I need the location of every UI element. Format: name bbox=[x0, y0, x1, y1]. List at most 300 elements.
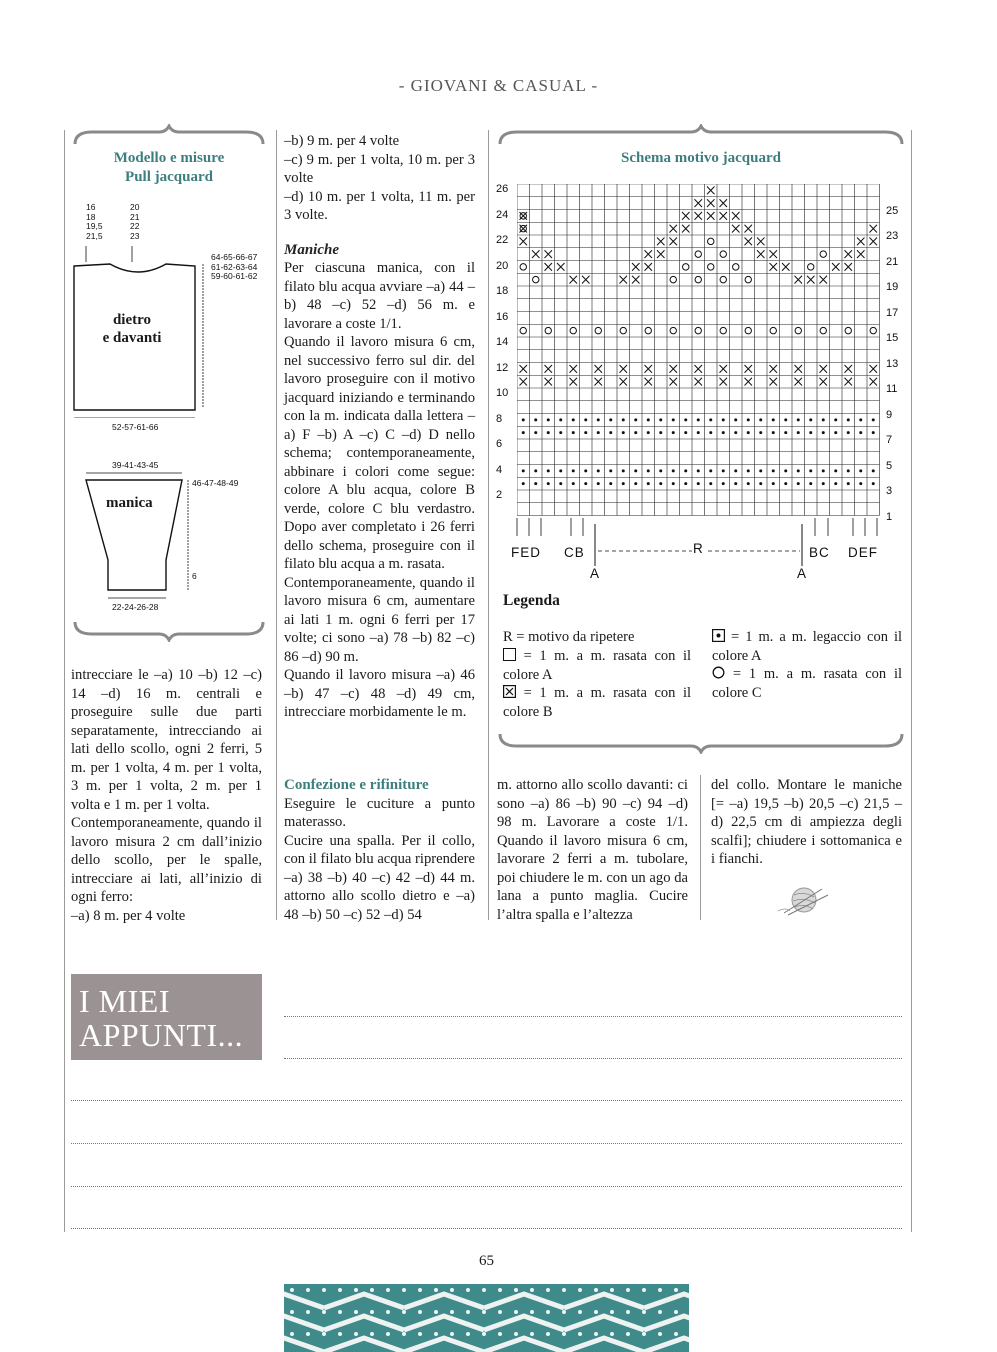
chart-cell-dot bbox=[797, 431, 800, 434]
chart-cell-dot bbox=[772, 431, 775, 434]
paragraph: Eseguire le cuciture a punto materasso. bbox=[284, 795, 475, 830]
chart-cell-dot bbox=[609, 482, 612, 485]
chart-cell-dot bbox=[709, 482, 712, 485]
repeat-label: R bbox=[693, 541, 703, 556]
chart-cell-circle bbox=[708, 238, 714, 244]
swatch-dot bbox=[306, 1310, 310, 1314]
swatch-dot bbox=[370, 1332, 374, 1336]
swatch-dot bbox=[434, 1310, 438, 1314]
chart-cell-circle bbox=[670, 276, 676, 282]
chart-cell-cross bbox=[520, 378, 528, 386]
chart-cell-cross bbox=[632, 263, 640, 271]
chart-cell-dot bbox=[822, 482, 825, 485]
swatch-dot bbox=[402, 1310, 406, 1314]
row-number: 7 bbox=[886, 434, 893, 447]
chart-cell-cross bbox=[870, 225, 878, 233]
swatch-dot bbox=[466, 1310, 470, 1314]
letters-def: DEF bbox=[848, 545, 878, 560]
swatch-dot bbox=[546, 1288, 550, 1292]
swatch-dot bbox=[466, 1332, 470, 1336]
chart-cell-dot bbox=[784, 482, 787, 485]
row-number: 4 bbox=[496, 463, 503, 476]
notes-line[interactable] bbox=[284, 1016, 902, 1017]
swatch-dot bbox=[530, 1288, 534, 1292]
chart-cell-dot bbox=[697, 482, 700, 485]
swatch-dot bbox=[418, 1332, 422, 1336]
row-number: 17 bbox=[886, 306, 899, 319]
size-value: 19,5 bbox=[86, 221, 103, 231]
column-rule bbox=[911, 130, 912, 1232]
chart-cell-cross bbox=[682, 225, 690, 233]
chart-cell-cross bbox=[582, 276, 590, 284]
chart-cell-dot bbox=[834, 469, 837, 472]
row-number: 23 bbox=[886, 230, 899, 243]
running-header: - GIOVANI & CASUAL - bbox=[398, 76, 599, 95]
swatch-dot bbox=[578, 1332, 582, 1336]
row-number: 8 bbox=[496, 412, 503, 425]
column-rule bbox=[276, 130, 277, 920]
chart-cell-cross bbox=[657, 238, 665, 246]
swatch-dot bbox=[562, 1310, 566, 1314]
swatch-dot bbox=[434, 1332, 438, 1336]
swatch-dot bbox=[514, 1310, 518, 1314]
chart-cell-dot bbox=[522, 431, 525, 434]
size-value: 59-60-61-62 bbox=[211, 271, 258, 281]
swatch-dot bbox=[370, 1310, 374, 1314]
chart-cell-cross bbox=[795, 365, 803, 373]
legend-circle-text: = 1 m. a m. rasata con il colore C bbox=[712, 666, 902, 701]
column-1-text bbox=[71, 666, 262, 925]
chart-cell-dot bbox=[747, 431, 750, 434]
side-sizes bbox=[211, 253, 257, 282]
chart-cell-cross bbox=[707, 212, 715, 220]
chart-cell-circle bbox=[720, 251, 726, 257]
legend-circle bbox=[712, 665, 902, 702]
letters-cb: CB bbox=[564, 545, 585, 560]
chart-cell-circle bbox=[595, 327, 601, 333]
row-number: 1 bbox=[886, 510, 893, 523]
chart-cell-cross bbox=[545, 365, 553, 373]
chart-cell-circle bbox=[733, 264, 739, 270]
chart-cell-dot bbox=[759, 482, 762, 485]
chart-cell-dot bbox=[722, 469, 725, 472]
row-number: 3 bbox=[886, 485, 893, 498]
swatch-background bbox=[284, 1284, 689, 1352]
sleeve-schematic bbox=[82, 470, 194, 610]
chart-cell-cross bbox=[820, 276, 828, 284]
swatch-dot bbox=[674, 1332, 678, 1336]
swatch-dot bbox=[674, 1310, 678, 1314]
size-value: 21,5 bbox=[86, 230, 103, 241]
chart-cell-dot bbox=[572, 418, 575, 421]
chart-cell-circle bbox=[820, 251, 826, 257]
chart-cell-cross bbox=[695, 365, 703, 373]
chart-cell-dot bbox=[597, 418, 600, 421]
chart-cell-cross bbox=[682, 212, 690, 220]
chart-cell-cross bbox=[807, 276, 815, 284]
chart-cell-dot bbox=[772, 482, 775, 485]
chart-cell-dot bbox=[722, 431, 725, 434]
column-2-text bbox=[284, 132, 475, 722]
chart-cell-dot bbox=[859, 418, 862, 421]
chart-cell-cross bbox=[782, 263, 790, 271]
chart-cell-dot bbox=[572, 469, 575, 472]
chart-cell-cross bbox=[645, 250, 653, 258]
chart-cell-dot bbox=[834, 431, 837, 434]
chart-cell-circle bbox=[770, 327, 776, 333]
chart-cell-dot bbox=[659, 418, 662, 421]
row-number: 12 bbox=[496, 361, 509, 374]
model-title-line1: Modello e misure bbox=[113, 150, 225, 166]
chart-cell-dot bbox=[522, 469, 525, 472]
notes-title-line1: I MIEI bbox=[79, 983, 170, 1019]
chart-cell-cross bbox=[770, 365, 778, 373]
swatch-dot bbox=[610, 1288, 614, 1292]
chart-cell-cross bbox=[720, 212, 728, 220]
chart-cell-dot bbox=[747, 482, 750, 485]
row-number: 25 bbox=[886, 204, 899, 217]
chart-cell-cross bbox=[820, 378, 828, 386]
dot-square-icon bbox=[712, 629, 725, 642]
swatch-dot bbox=[530, 1332, 534, 1336]
model-title bbox=[72, 149, 266, 187]
swatch-dot bbox=[642, 1310, 646, 1314]
chart-cell-dot bbox=[522, 418, 525, 421]
row-number: 26 bbox=[496, 183, 509, 195]
chart-cell-cross bbox=[570, 378, 578, 386]
chart-cell-dot bbox=[859, 469, 862, 472]
chart-cell-dot bbox=[659, 431, 662, 434]
chart-cell-dot bbox=[559, 418, 562, 421]
chart-cell-dot bbox=[534, 431, 537, 434]
chart-cell-dot bbox=[634, 482, 637, 485]
swatch-dot bbox=[626, 1288, 630, 1292]
row-number: 2 bbox=[496, 489, 503, 501]
chart-cell-cross bbox=[745, 225, 753, 233]
row-number: 10 bbox=[496, 387, 509, 399]
brace-top bbox=[72, 124, 266, 146]
chart-cell-cross bbox=[545, 263, 553, 271]
swatch-dot bbox=[322, 1332, 326, 1336]
letters-fed: FED bbox=[511, 545, 541, 560]
chart-cell-circle bbox=[870, 327, 876, 333]
row-number: 20 bbox=[496, 259, 509, 272]
notes-title-line2: APPUNTI... bbox=[79, 1017, 244, 1053]
chart-cell-cross bbox=[595, 378, 603, 386]
chart-cell-circle bbox=[570, 327, 576, 333]
paragraph: –d) 10 m. per 1 volta, 11 m. per 3 volte. bbox=[284, 188, 475, 223]
cross-square-icon bbox=[503, 685, 516, 698]
row-number: 18 bbox=[496, 285, 509, 297]
chart-cell-dot bbox=[872, 469, 875, 472]
chart-cell-circle bbox=[645, 327, 651, 333]
notes-line[interactable] bbox=[71, 1100, 902, 1101]
circle-icon bbox=[712, 666, 725, 679]
chart-cell-dot bbox=[772, 469, 775, 472]
chart-cell-cross bbox=[707, 199, 715, 207]
chart-cell-dot bbox=[672, 469, 675, 472]
row-number: 22 bbox=[496, 234, 509, 246]
chart-cell-circle bbox=[708, 264, 714, 270]
chart-cell-cross bbox=[845, 365, 853, 373]
row-number: 9 bbox=[886, 408, 893, 421]
chart-cell-dot bbox=[847, 431, 850, 434]
paragraph: Quando il lavoro misura 6 cm, nel successivo ferro sul dir. del lavoro proseguire con il motivo jacquard iniziando e terminando con la m. indicata dalla lettera –a) F –b) A –c) C –d) D nello schema; contemporaneamente, abbinare i colori come segue: colore A blu acqua, colore B verde, colore C blu verdastro. Dopo aver completato i 26 ferri dello schema, proseguire con il filato blu acqua a m. rasata. bbox=[284, 334, 475, 572]
paragraph: m. attorno allo scollo davanti: ci sono –a) 86 –b) 90 –c) 94 –d) 98 m. Lavorare a coste 1/1. Quando il lavoro misura 6 cm, lavorare 2 ferri a m. tubolare, poi chiudere le m. con un ago da lana a punto maglia. Cucire l’altra spalla e l’altezza bbox=[497, 777, 688, 923]
swatch-dot bbox=[514, 1332, 518, 1336]
legend-title: Legenda bbox=[503, 592, 560, 609]
chart-cell-dot bbox=[534, 418, 537, 421]
chart-cell-cross bbox=[720, 199, 728, 207]
chart-cell-dot bbox=[684, 431, 687, 434]
chart-cell-dot bbox=[634, 469, 637, 472]
chart-cell-cross bbox=[632, 276, 640, 284]
swatch-dot bbox=[466, 1288, 470, 1292]
chart-cell-cross bbox=[845, 378, 853, 386]
empty-square-icon bbox=[503, 648, 516, 661]
chart-cell-dot bbox=[672, 418, 675, 421]
marker-a-left: A bbox=[590, 566, 600, 581]
paragraph: Cucire una spalla. Per il collo, con il filato blu acqua riprendere –a) 38 –b) 40 –c) 42 –d) 44 m. attorno allo scollo dietro e –a) 48 –b) 50 –c) 52 –d) 54 bbox=[284, 832, 475, 923]
paragraph: –a) 8 m. per 4 volte bbox=[71, 907, 186, 924]
chart-cell-cross bbox=[832, 263, 840, 271]
swatch-dot bbox=[482, 1310, 486, 1314]
chart-cell-dot bbox=[659, 482, 662, 485]
column-rule bbox=[700, 775, 701, 920]
chart-cell-cross bbox=[545, 250, 553, 258]
swatch-dot bbox=[530, 1310, 534, 1314]
chart-cell-dot bbox=[697, 431, 700, 434]
chart-cell-dot bbox=[809, 418, 812, 421]
chart-cell-cross bbox=[745, 238, 753, 246]
column-rule bbox=[488, 130, 489, 920]
swatch-dot bbox=[610, 1332, 614, 1336]
chart-cell-dot bbox=[709, 418, 712, 421]
chart-cell-cross bbox=[695, 212, 703, 220]
chart-cell-dot bbox=[522, 482, 525, 485]
chart-cell-dot bbox=[572, 431, 575, 434]
chart-cell-dot bbox=[709, 431, 712, 434]
chart-cell-dot bbox=[547, 469, 550, 472]
chart-cell-circle bbox=[695, 276, 701, 282]
legend-cross bbox=[503, 684, 691, 721]
chart-cell-cross bbox=[732, 212, 740, 220]
column-4-text bbox=[711, 776, 902, 869]
chart-cell-dot bbox=[722, 482, 725, 485]
chart-cell-dot bbox=[847, 418, 850, 421]
swatch-dot bbox=[402, 1332, 406, 1336]
chart-cell-cross bbox=[857, 238, 865, 246]
swatch-dot bbox=[338, 1310, 342, 1314]
swatch-dot bbox=[450, 1310, 454, 1314]
body-width: 52-57-61-66 bbox=[112, 422, 159, 432]
chart-cell-circle bbox=[670, 327, 676, 333]
chart-cell-dot bbox=[597, 469, 600, 472]
chart-cell-cross bbox=[645, 378, 653, 386]
chart-cell-dot bbox=[809, 469, 812, 472]
legend-empty bbox=[503, 647, 691, 684]
notes-line[interactable] bbox=[71, 1228, 902, 1229]
chart-cell-cross bbox=[670, 225, 678, 233]
chart-cell-dot bbox=[847, 469, 850, 472]
letters-bc: BC bbox=[809, 545, 830, 560]
swatch-dot bbox=[578, 1310, 582, 1314]
chart-cell-cross bbox=[670, 365, 678, 373]
chart-cell-dot bbox=[697, 469, 700, 472]
chart-cell-dot bbox=[684, 482, 687, 485]
swatch-dot bbox=[338, 1288, 342, 1292]
swatch-dot bbox=[386, 1310, 390, 1314]
chart-cell-cross bbox=[645, 365, 653, 373]
swatch-dot bbox=[402, 1288, 406, 1292]
chart-cell-cross bbox=[695, 378, 703, 386]
chart-cell-cross bbox=[570, 276, 578, 284]
chart-title: Schema motivo jacquard bbox=[621, 150, 781, 166]
chart-cell-cross bbox=[795, 378, 803, 386]
sleeve-top-width: 39-41-43-45 bbox=[112, 460, 159, 470]
size-value: 21 bbox=[130, 211, 140, 222]
paragraph: Contemporaneamente, quando il lavoro misura 6 cm, aumentare ai lati 1 m. ogni 6 ferri per 17 volte; ci sono –a) 78 –b) 82 –c) 86 –d) 90 m. bbox=[284, 574, 475, 665]
swatch-dot bbox=[354, 1332, 358, 1336]
size-value: 18 bbox=[86, 211, 96, 222]
row-number: 15 bbox=[886, 332, 899, 345]
chart-cell-dot bbox=[559, 431, 562, 434]
swatch-dot bbox=[418, 1310, 422, 1314]
chart-cell-cross bbox=[695, 199, 703, 207]
chart-cell-cross bbox=[645, 263, 653, 271]
swatch-dot bbox=[386, 1288, 390, 1292]
chart-cell-cross bbox=[857, 250, 865, 258]
swatch-dot bbox=[562, 1288, 566, 1292]
chart-cell-dot bbox=[834, 482, 837, 485]
chart-cell-dot bbox=[709, 469, 712, 472]
chart-cell-cross bbox=[620, 365, 628, 373]
model-title-line2: Pull jacquard bbox=[125, 169, 213, 185]
size-value: 16 bbox=[86, 202, 96, 212]
chart-cell-dot bbox=[534, 469, 537, 472]
row-number: 16 bbox=[496, 310, 509, 323]
swatch-dot bbox=[338, 1332, 342, 1336]
legend-dot bbox=[712, 628, 902, 665]
chart-cell-cross bbox=[870, 365, 878, 373]
notes-line[interactable] bbox=[71, 1186, 902, 1187]
size-value: 61-62-63-64 bbox=[211, 261, 258, 272]
swatch-dot bbox=[290, 1310, 294, 1314]
chart-cell-circle bbox=[720, 276, 726, 282]
chart-cell-dot bbox=[772, 418, 775, 421]
sleeve-bottom-width: 22-24-26-28 bbox=[112, 602, 159, 612]
swatch-dot bbox=[594, 1288, 598, 1292]
swatch-dot bbox=[658, 1332, 662, 1336]
chart-cell-dot bbox=[647, 418, 650, 421]
chart-cell-circle bbox=[695, 251, 701, 257]
legend-r bbox=[503, 628, 691, 647]
column-2-text-lower bbox=[284, 776, 475, 924]
chart-brace-top bbox=[497, 124, 905, 146]
swatch-dot bbox=[306, 1288, 310, 1292]
chart-cell-dot bbox=[622, 469, 625, 472]
chart-cell-dot bbox=[759, 418, 762, 421]
chart-cell-cross bbox=[770, 250, 778, 258]
size-value: 23 bbox=[130, 230, 140, 241]
swatch-dot bbox=[354, 1310, 358, 1314]
chart-cell-cross bbox=[520, 365, 528, 373]
chart-cell-dot bbox=[559, 469, 562, 472]
row-number: 5 bbox=[886, 459, 893, 472]
legend-cross-text: = 1 m. a m. rasata con il colore B bbox=[503, 685, 691, 720]
chart-cell-dot bbox=[584, 482, 587, 485]
swatch-dot bbox=[450, 1288, 454, 1292]
body-left-sizes bbox=[86, 203, 103, 241]
chart-cell-dot bbox=[797, 418, 800, 421]
chart-cell-circle bbox=[520, 264, 526, 270]
chart-cell-dot bbox=[822, 469, 825, 472]
chart-cell-dot bbox=[609, 431, 612, 434]
chart-cell-dot bbox=[809, 431, 812, 434]
chart-cell-cross bbox=[557, 263, 565, 271]
chart-cell-cross bbox=[670, 238, 678, 246]
notes-line[interactable] bbox=[71, 1143, 902, 1144]
swatch-dot bbox=[434, 1288, 438, 1292]
chart-cell-cross bbox=[757, 250, 765, 258]
chart-cell-circle bbox=[695, 327, 701, 333]
chart-cell-circle bbox=[683, 264, 689, 270]
chart-cell-cross bbox=[545, 378, 553, 386]
chart-cell-dot bbox=[734, 418, 737, 421]
chart-cell-dot bbox=[684, 469, 687, 472]
chart-cell-dot bbox=[609, 418, 612, 421]
chart-cell-dot bbox=[609, 469, 612, 472]
swatch-dot bbox=[498, 1288, 502, 1292]
chart-cell-dot bbox=[572, 482, 575, 485]
sleeve-label: manica bbox=[106, 495, 153, 511]
chart-cell-dot bbox=[859, 482, 862, 485]
chart-cell-circle bbox=[808, 264, 814, 270]
chart-cell-dot bbox=[584, 469, 587, 472]
swatch-dot bbox=[482, 1288, 486, 1292]
chart-cell-cross bbox=[732, 225, 740, 233]
swatch-dot bbox=[354, 1288, 358, 1292]
paragraph: intrecciare le –a) 10 –b) 12 –c) 14 –d) 16 m. centrali e proseguire sulle due parti separatamente, intrecciando ai lati dello scollo, ogni 2 ferri, 5 m. per 1 volta, 4 m. per 1 volta, 3 m. per 1 volta, 2 m. per 1 volta e 1 m. per 1 volta. bbox=[71, 667, 262, 813]
chart-cell-dot bbox=[872, 418, 875, 421]
chart-cell-circle bbox=[545, 327, 551, 333]
swatch-dot bbox=[594, 1310, 598, 1314]
swatch-dot bbox=[514, 1288, 518, 1292]
row-number: 11 bbox=[886, 383, 898, 396]
chart-cell-dot bbox=[759, 431, 762, 434]
size-value: 64-65-66-67 bbox=[211, 252, 258, 262]
legend-dot-text: = 1 m. a m. legaccio con il colore A bbox=[712, 629, 903, 664]
chart-cell-dot bbox=[672, 431, 675, 434]
chart-cell-dot bbox=[872, 431, 875, 434]
chart-cell-dot bbox=[534, 482, 537, 485]
chart-cell-cross bbox=[795, 276, 803, 284]
chart-cell-dot bbox=[847, 482, 850, 485]
sleeve-cuff-height: 6 bbox=[192, 571, 197, 581]
chart-cell-cross bbox=[757, 238, 765, 246]
chart-cell-circle bbox=[520, 327, 526, 333]
chart-cell-dot bbox=[622, 482, 625, 485]
chart-cell-dot bbox=[697, 418, 700, 421]
swatch-dot bbox=[578, 1288, 582, 1292]
chart-cell-dot bbox=[734, 431, 737, 434]
chart-cell-circle bbox=[820, 327, 826, 333]
swatch-dot bbox=[322, 1310, 326, 1314]
chart-cell-dot bbox=[659, 469, 662, 472]
notes-line[interactable] bbox=[284, 1058, 902, 1059]
section-heading-confezione: Confezione e rifiniture bbox=[284, 777, 429, 793]
swatch-dot bbox=[674, 1288, 678, 1292]
